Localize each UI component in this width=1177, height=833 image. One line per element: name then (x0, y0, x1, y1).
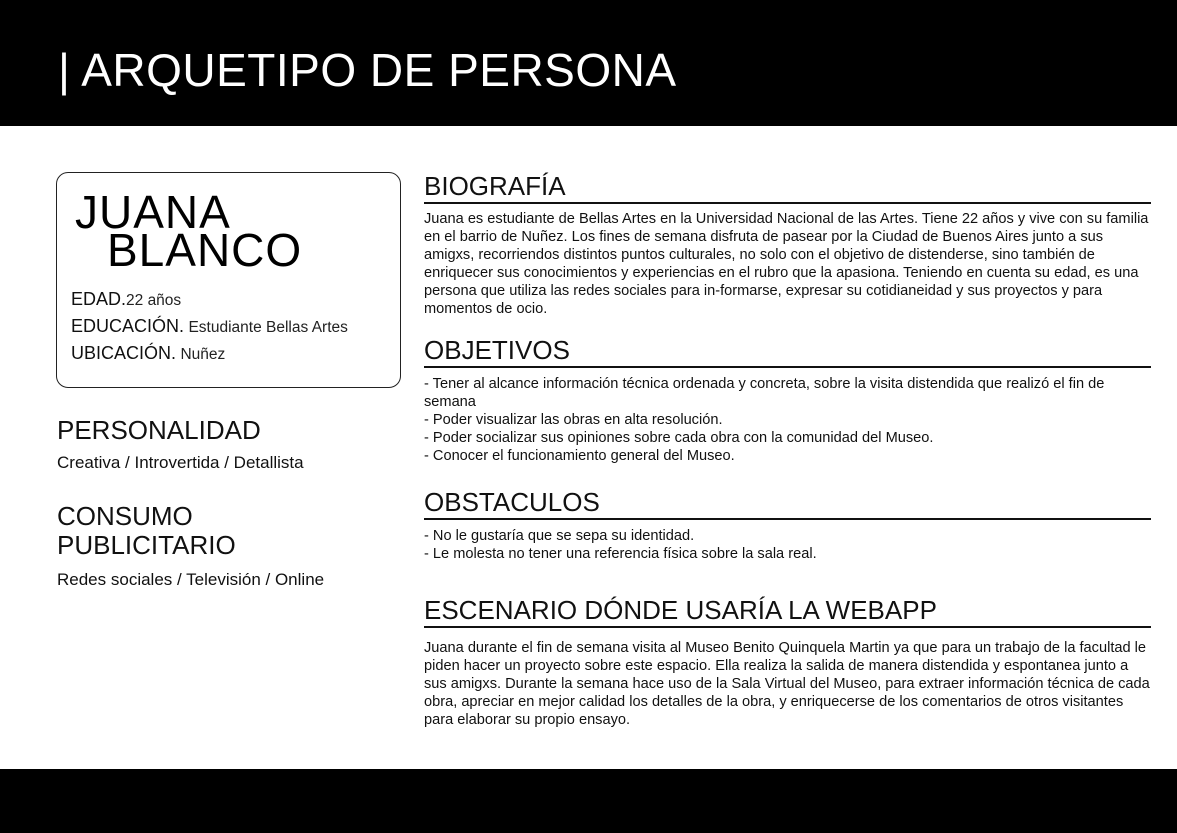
obstacles-heading: OBSTACULOS (424, 486, 1151, 520)
objective-item: - Conocer el funcionamiento general del Museo. (424, 448, 735, 464)
advertising-text: Redes sociales / Televisión / Online (57, 570, 325, 589)
advertising-heading-line1: CONSUMO (57, 501, 193, 531)
scenario-heading: ESCENARIO DÓNDE USARÍA LA WEBAPP (424, 594, 1151, 628)
obstacle-item: - No le gustaría que se sepa su identidad. (424, 528, 695, 544)
objectives-heading: OBJETIVOS (424, 334, 1151, 368)
location-label: UBICACIÓN. (71, 343, 177, 363)
profile-card (56, 172, 401, 388)
advertising-heading-line2: PUBLICITARIO (57, 530, 236, 560)
personality-heading: PERSONALIDAD (57, 415, 261, 445)
scenario-text: Juana durante el fin de semana visita al Museo Benito Quinquela Martin ya que para un trabajo de la facultad le piden hacer un proyecto sobre este espacio. Ella realiza la salida de manera distendida y espontanea junto a sus amigxs. Durante la semana hace uso de la Sala Virtual del Museo, para extraer información técnica de cada obra, apreciar en mejor calidad los detalles de la obra, y enriquecerse de los comentarios de otros visitantes para elaborar su propio ensayo. (424, 640, 1150, 728)
biography-text: Juana es estudiante de Bellas Artes en la Universidad Nacional de las Artes. Tiene 22 años y vive con su familia en el barrio de Nuñez. Los fines de semana disfruta de pasear por la Ciudad de Buenos Aires junto a sus amigxs, recorriendos distintos puntos culturales, no solo con el objetivo de distenderse, sino también de enriquecer sus conocimientos y experiencias en el rubro que la apasiona. Teniendo en cuenta su edad, es una persona que utiliza las redes sociales para in-formarse, expresar su cotidianeidad y sus proyectos y para momentos de ocio. (424, 211, 1149, 317)
location-value: Nuñez (180, 346, 226, 363)
objective-item: - Poder socializar sus opiniones sobre cada obra con la comunidad del Museo. (424, 430, 934, 446)
footer-bar (0, 769, 1177, 833)
objectives-list (424, 375, 1151, 465)
objective-item: - Poder visualizar las obras en alta resolución. (424, 412, 723, 428)
page-title: | ARQUETIPO DE PERSONA (58, 44, 677, 96)
obstacle-item: - Le molesta no tener una referencia física sobre la sala real. (424, 546, 817, 562)
education-row (71, 316, 348, 337)
education-value: Estudiante Bellas Artes (188, 319, 348, 336)
age-row (71, 289, 181, 310)
obstacles-list (424, 527, 1151, 563)
persona-last-name: BLANCO (107, 224, 303, 276)
age-label: EDAD. (71, 289, 127, 309)
header-bar (0, 0, 1177, 126)
persona-first-name: JUANA (75, 186, 231, 238)
objective-item: - Tener al alcance información técnica ordenada y concreta, sobre la visita distendida que realizó el fin de semana (424, 376, 1105, 410)
biography-heading: BIOGRAFÍA (424, 170, 1151, 204)
age-value: 22 años (126, 292, 182, 309)
personality-text: Creativa / Introvertida / Detallista (57, 453, 304, 472)
education-label: EDUCACIÓN. (71, 316, 185, 336)
location-row (71, 343, 225, 364)
